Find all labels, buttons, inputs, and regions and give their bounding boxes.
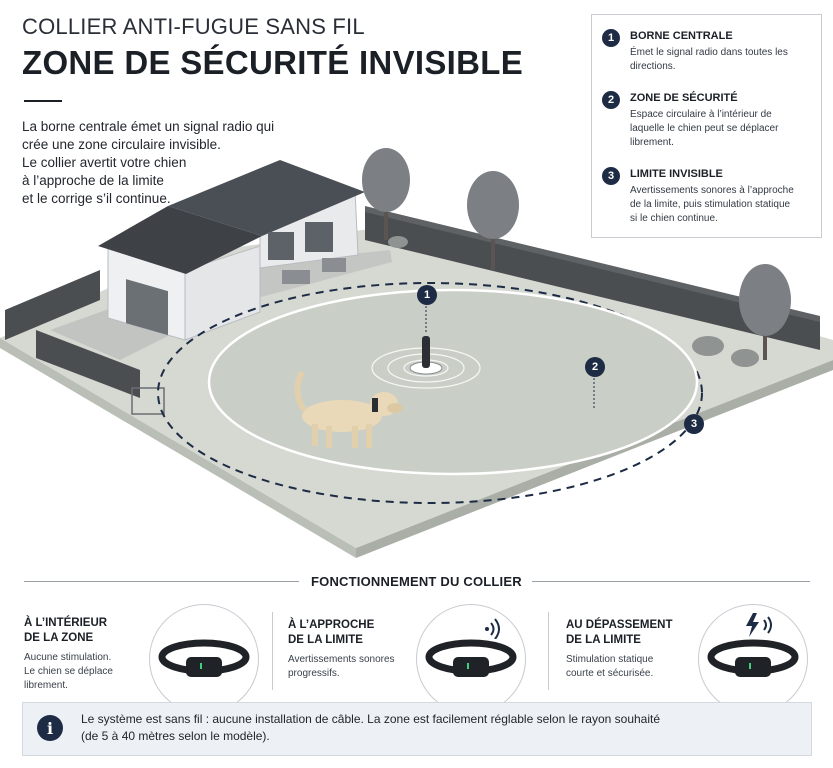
collar-state-circle <box>698 604 808 714</box>
subtitle: COLLIER ANTI-FUGUE SANS FIL <box>22 14 365 39</box>
shrub <box>731 349 759 367</box>
state-text-line: Avertissements sonores <box>288 654 395 665</box>
legend-number: 3 <box>602 167 620 185</box>
page-title: ZONE DE SÉCURITÉ INVISIBLE <box>22 44 524 81</box>
state-text <box>566 653 653 681</box>
legend-title: ZONE DE SÉCURITÉ <box>630 92 738 104</box>
collar-icon <box>417 605 525 713</box>
garden-chair <box>322 258 346 272</box>
sound-waves-icon <box>483 615 507 639</box>
intro-line: Le collier avertit votre chien <box>22 155 187 170</box>
marker-1: 1 <box>417 285 437 305</box>
lightning-icon <box>743 611 779 639</box>
title-divider <box>24 100 62 102</box>
state-title-line: DE LA ZONE <box>24 632 94 644</box>
state-title-line: AU DÉPASSEMENT <box>566 619 673 631</box>
info-icon: i <box>37 715 63 741</box>
intro-line: La borne centrale émet un signal radio qui <box>22 119 275 134</box>
safety-zone <box>209 290 697 474</box>
info-line: Le système est sans fil : aucune installation de câble. La zone est facilement réglable selon le rayon souhaité <box>81 712 661 726</box>
legend-number: 2 <box>602 91 620 109</box>
section-divider <box>24 581 299 582</box>
state-title-line: DE LA LIMITE <box>566 634 641 646</box>
legend-number: 1 <box>602 29 620 47</box>
state-title-line: À L’INTÉRIEUR <box>24 617 108 629</box>
state-text <box>24 651 113 693</box>
state-separator <box>272 612 273 690</box>
state-text-line: progressifs. <box>288 668 340 679</box>
legend-title: BORNE CENTRALE <box>630 30 733 42</box>
state-title-line: À L’APPROCHE <box>288 619 375 631</box>
marker-2: 2 <box>585 357 605 377</box>
state-text-line: Aucune stimulation. <box>24 652 112 663</box>
state-title-line: DE LA LIMITE <box>288 634 363 646</box>
legend-box <box>591 14 822 238</box>
section-divider <box>532 581 810 582</box>
state-title <box>24 616 107 646</box>
state-text-line: courte et sécurisée. <box>566 668 654 679</box>
state-text-line: Le chien se déplace <box>24 666 113 677</box>
shrub <box>388 236 408 248</box>
state-title <box>288 618 374 648</box>
state-title <box>566 618 673 648</box>
intro-line: à l’approche de la limite <box>22 173 164 188</box>
intro-line: et le corrige s’il continue. <box>22 191 171 206</box>
legend-text: Avertissements sonores à l’approche de la limite, puis stimulation statique si le chien continue. <box>630 185 794 224</box>
state-separator <box>548 612 549 690</box>
shrub <box>692 336 724 356</box>
info-box <box>22 702 812 756</box>
collar-state-circle <box>149 604 259 714</box>
garden-chair <box>282 270 310 284</box>
legend-text: Espace circulaire à l’intérieur de laquelle le chien peut se déplacer librement. <box>630 109 779 148</box>
legend-title: LIMITE INVISIBLE <box>630 168 723 180</box>
collar-icon <box>150 605 258 713</box>
info-text <box>81 711 781 745</box>
collar-state-circle <box>416 604 526 714</box>
marker-3: 3 <box>684 414 704 434</box>
state-text <box>288 653 395 681</box>
intro-line: crée une zone circulaire invisible. <box>22 137 221 152</box>
state-text-line: librement. <box>24 680 68 691</box>
legend-text: Émet le signal radio dans toutes les directions. <box>630 47 788 72</box>
info-line: (de 5 à 40 mètres selon le modèle). <box>81 729 270 743</box>
state-text-line: Stimulation statique <box>566 654 654 665</box>
section-title: FONCTIONNEMENT DU COLLIER <box>311 574 522 589</box>
